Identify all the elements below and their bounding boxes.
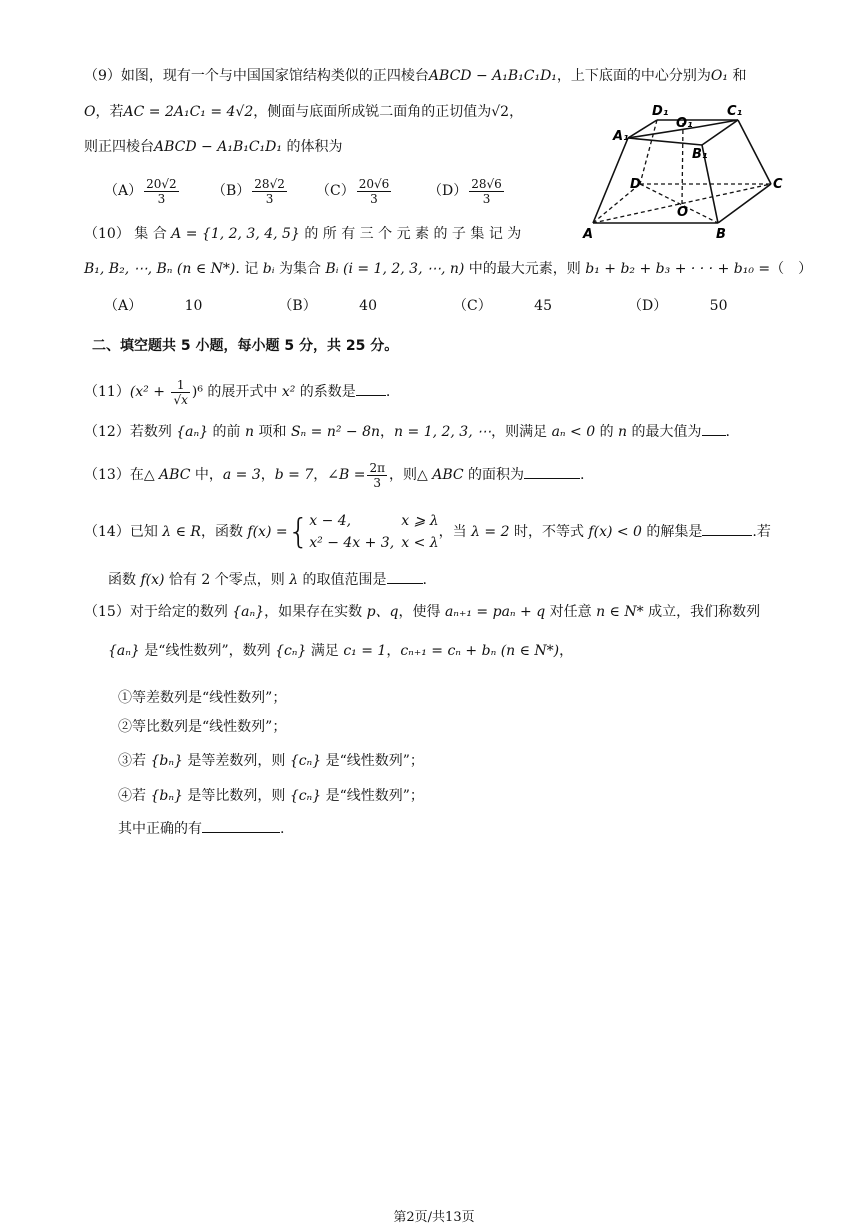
label-c: C	[773, 177, 783, 192]
q10-option-a[interactable]: （A） 10	[104, 298, 203, 314]
q14-line2: 函数 f(x) 恰有 2 个零点，则 λ 的取值范围是 .	[108, 569, 427, 590]
q14-answer-blank-1[interactable]	[702, 521, 752, 536]
label-d1: D₁	[652, 104, 669, 119]
q9-option-a[interactable]: （A） $\frac{20√2}{3}$	[104, 176, 177, 206]
q13-line: （13）在△ ABC 中，a = 3，b = 7，∠B = $\frac{2\pi}{3}$ ，则△ ABC 的面积为 .	[84, 460, 585, 490]
q15-answer-blank[interactable]	[202, 818, 280, 833]
q11-line: （11）(x² + $\frac{1}{√x}$ )⁶ 的展开式中 x² 的系数是 .	[84, 377, 391, 407]
q12-answer-blank[interactable]	[702, 421, 726, 436]
q15-item-4: ④若 {bₙ} 是等比数列，则 {cₙ} 是“线性数列”；	[118, 788, 424, 804]
label-b1: B₁	[692, 147, 708, 162]
label-a: A	[583, 227, 594, 242]
q15-item-3: ③若 {bₙ} 是等差数列，则 {cₙ} 是“线性数列”；	[118, 753, 424, 769]
q9-option-d[interactable]: （D） $\frac{28√6}{3}$	[428, 176, 502, 206]
label-d: D	[630, 177, 641, 192]
q10-line1: （10） 集 合 A = {1, 2, 3, 4, 5} 的 所 有 三 个 元 素 的 子 集 记 为	[84, 226, 522, 242]
q15-line1: （15）对于给定的数列 {aₙ}，如果存在实数 p、q，使得 aₙ₊₁ = paₙ + q 对任意 n ∈ N* 成立，我们称数列	[84, 604, 761, 620]
label-c1: C₁	[727, 104, 743, 119]
label-b: B	[716, 227, 726, 242]
q15-ending: 其中正确的有 .	[118, 818, 284, 839]
q13-answer-blank[interactable]	[524, 464, 580, 479]
label-o: O	[677, 205, 689, 220]
q14-answer-blank-2[interactable]	[387, 569, 423, 584]
q10-line2: B₁, B₂, ⋯, Bₙ (n ∈ N*). 记 bᵢ 为集合 Bᵢ (i = 1, 2, 3, ⋯, n) 中的最大元素，则 b₁ + b₂ + b₃ + · · · + b₁₀ =（ ）	[84, 261, 813, 277]
q14-line1: （14）已知 λ ∈ R，函数 f(x) ={ x − 4, x ⩾ λ x² − 4x + 3, x < λ ，当 λ = 2 时，不等式 f(x) < 0 的解集是 .若	[84, 512, 771, 552]
label-o1: O₁	[676, 116, 693, 131]
q10-options	[104, 296, 804, 316]
frustum-figure	[580, 98, 790, 243]
q9-options	[104, 176, 528, 206]
q10-option-c[interactable]: （C） 45	[452, 298, 552, 314]
q9-option-c[interactable]: （C） $\frac{20√6}{3}$	[316, 176, 390, 206]
label-a1: A₁	[613, 129, 629, 144]
q9-option-b[interactable]: （B） $\frac{28√2}{3}$	[212, 176, 285, 206]
section-heading: 二、填空题共 5 小题，每小题 5 分，共 25 分。	[92, 338, 399, 354]
q9-line3: 则正四棱台ABCD − A₁B₁C₁D₁ 的体积为	[84, 139, 343, 155]
q10-option-d[interactable]: （D） 50	[627, 298, 728, 314]
page-footer: 第2页/共13页	[393, 1210, 475, 1225]
piecewise-cases: x − 4, x ⩾ λ x² − 4x + 3, x < λ	[309, 513, 439, 551]
q9-line1: （9）如图，现有一个与中国国家馆结构类似的正四棱台ABCD − A₁B₁C₁D₁，上下底面的中心分别为O₁ 和	[84, 68, 747, 84]
q9-line2: O，若AC = 2A₁C₁ = 4√2，侧面与底面所成锐二面角的正切值为√2，	[84, 104, 524, 120]
q15-line2: {aₙ} 是“线性数列”，数列 {cₙ} 满足 c₁ = 1，cₙ₊₁ = cₙ + bₙ (n ∈ N*)，	[108, 643, 574, 659]
q12-line: （12）若数列 {aₙ} 的前 n 项和 Sₙ = n² − 8n，n = 1, 2, 3, ⋯，则满足 aₙ < 0 的 n 的最大值为 .	[84, 421, 730, 442]
q15-item-1: ①等差数列是“线性数列”；	[118, 690, 287, 706]
q15-item-2: ②等比数列是“线性数列”；	[118, 719, 287, 735]
q11-answer-blank[interactable]	[356, 381, 386, 396]
q10-option-b[interactable]: （B） 40	[278, 298, 377, 314]
